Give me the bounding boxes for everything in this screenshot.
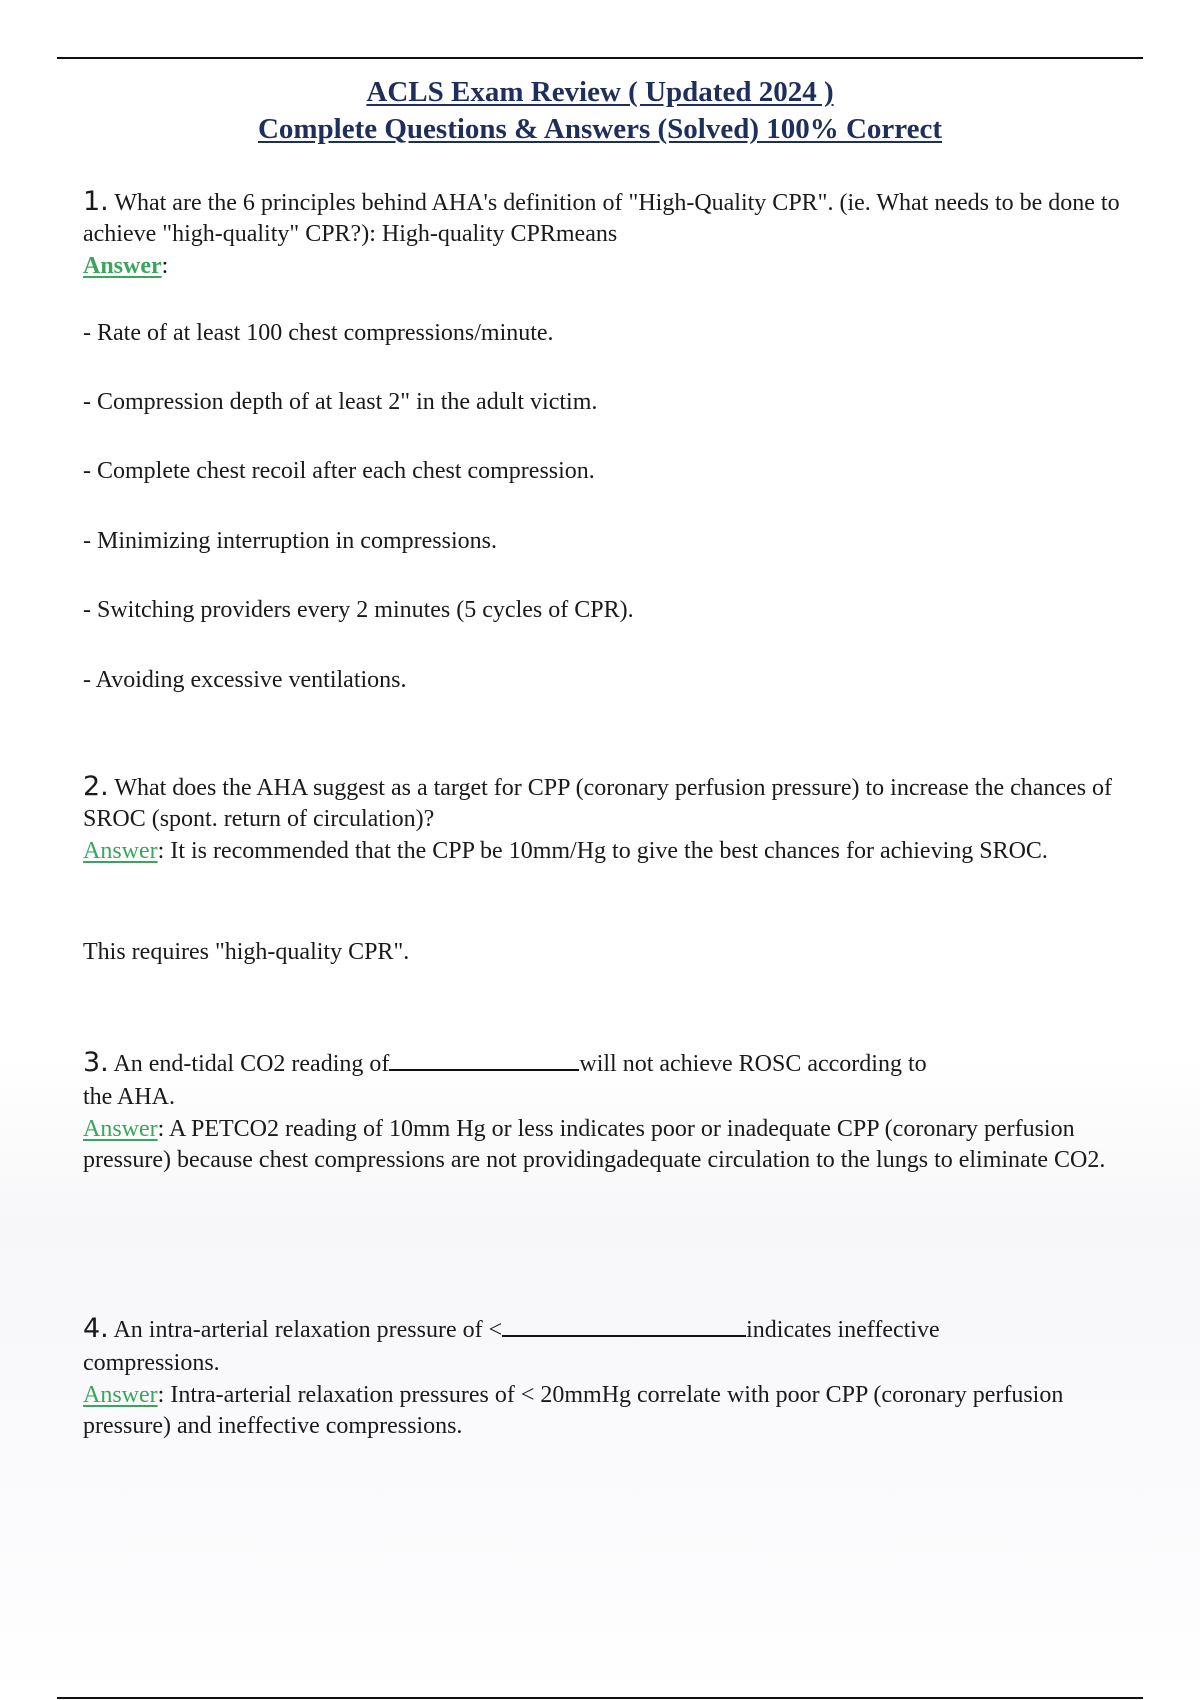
question-3 bbox=[83, 1047, 1143, 1080]
question-2-answer bbox=[83, 836, 1143, 867]
answer-label: Answer bbox=[83, 838, 158, 864]
bottom-rule bbox=[57, 1697, 1143, 1699]
question-4-line2: compressions. bbox=[83, 1350, 220, 1376]
title-line-2: Complete Questions & Answers (Solved) 100% Correct bbox=[257, 113, 943, 145]
question-4-number: 4. bbox=[83, 1313, 109, 1344]
bullet-item: - Switching providers every 2 minutes (5 cycles of CPR). bbox=[83, 597, 634, 623]
fill-in-blank bbox=[389, 1047, 579, 1071]
answer-label: Answer bbox=[83, 253, 162, 279]
question-2-number: 2. bbox=[83, 771, 109, 802]
question-1 bbox=[83, 186, 1143, 250]
question-1-text: What are the 6 principles behind AHA's definition of "High-Quality CPR". (ie. What needs to be done to achieve "high-quality" CPR?): High-quality CPRmeans bbox=[83, 190, 1120, 247]
document-title bbox=[57, 74, 1143, 148]
question-4-answer bbox=[83, 1380, 1143, 1442]
question-3-text-after: will not achieve ROSC according to bbox=[579, 1051, 927, 1077]
question-3-number: 3. bbox=[83, 1047, 109, 1078]
question-4 bbox=[83, 1313, 1143, 1346]
question-4-text-before: An intra-arterial relaxation pressure of < bbox=[108, 1317, 503, 1343]
answer-label: Answer bbox=[83, 1116, 158, 1142]
question-3-answer-text: : A PETCO2 reading of 10mm Hg or less indicates poor or inadequate CPP (coronary perfusion pressure) because chest compressions are not providingadequate circulation to the lungs to eliminate CO2. bbox=[83, 1116, 1106, 1173]
top-rule bbox=[57, 57, 1143, 59]
question-2-text: What does the AHA suggest as a target for CPP (coronary perfusion pressure) to increase the chances of SROC (spont. return of circulation)? bbox=[83, 775, 1113, 832]
question-3-text-before: An end-tidal CO2 reading of bbox=[108, 1051, 390, 1077]
question-1-answer bbox=[83, 251, 1143, 282]
bullet-item: - Compression depth of at least 2" in the adult victim. bbox=[83, 389, 598, 415]
question-3-line2: the AHA. bbox=[83, 1084, 175, 1110]
bullet-item: - Complete chest recoil after each chest compression. bbox=[83, 458, 595, 484]
question-3-answer bbox=[83, 1114, 1143, 1176]
answer-label: Answer bbox=[83, 1382, 158, 1408]
question-2-answer-text: : It is recommended that the CPP be 10mm/Hg to give the best chances for achieving SROC. bbox=[157, 838, 1048, 864]
bullet-item: - Avoiding excessive ventilations. bbox=[83, 667, 407, 693]
fill-in-blank bbox=[502, 1313, 746, 1337]
answer-suffix: : bbox=[161, 253, 169, 279]
bullet-item: - Minimizing interruption in compressions. bbox=[83, 528, 497, 554]
question-2 bbox=[83, 771, 1143, 835]
bullet-item: - Rate of at least 100 chest compressions/minute. bbox=[83, 320, 554, 346]
question-2-extra: This requires "high-quality CPR". bbox=[83, 939, 410, 965]
question-4-text-after: indicates ineffective bbox=[746, 1317, 940, 1343]
question-1-number: 1. bbox=[83, 186, 109, 217]
question-4-answer-text: : Intra-arterial relaxation pressures of < 20mmHg correlate with poor CPP (coronary perfusion pressure) and ineffective compressions. bbox=[83, 1382, 1064, 1439]
title-line-1: ACLS Exam Review ( Updated 2024 ) bbox=[366, 76, 834, 108]
